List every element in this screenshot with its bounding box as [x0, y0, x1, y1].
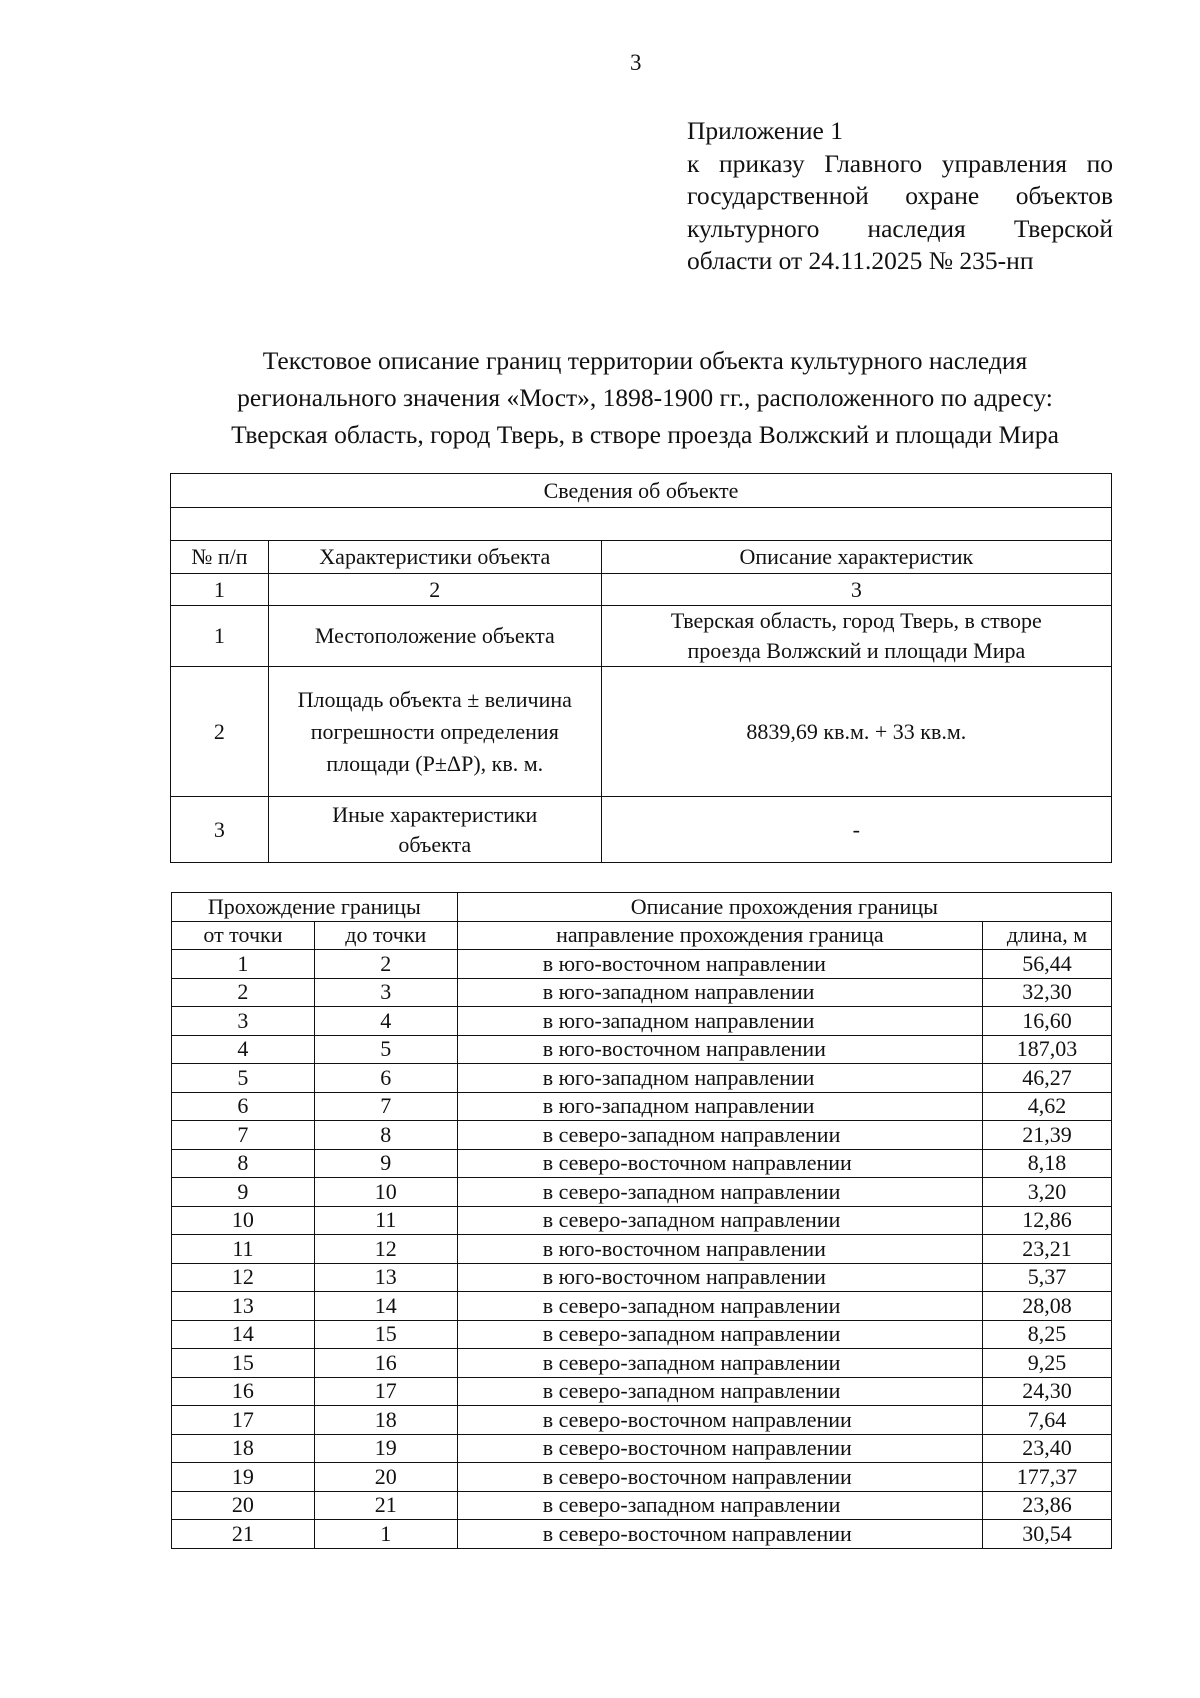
length: 21,39 — [983, 1121, 1112, 1150]
direction: в северо-восточном направлении — [457, 1149, 982, 1178]
length: 46,27 — [983, 1064, 1112, 1093]
table-row — [172, 978, 1112, 1007]
length: 16,60 — [983, 1007, 1112, 1036]
group-header: Описание прохождения границы — [457, 893, 1111, 922]
direction: в северо-западном направлении — [457, 1292, 982, 1321]
length: 28,08 — [983, 1292, 1112, 1321]
from-point: 14 — [172, 1320, 315, 1349]
direction: в юго-восточном направлении — [457, 1263, 982, 1292]
table-row — [171, 667, 1112, 797]
from-point: 12 — [172, 1263, 315, 1292]
length: 8,18 — [983, 1149, 1112, 1178]
to-point: 11 — [314, 1206, 457, 1235]
empty-row — [171, 508, 1112, 541]
from-point: 17 — [172, 1406, 315, 1435]
column-number: 2 — [268, 574, 601, 606]
row-number: 3 — [171, 797, 269, 863]
from-point: 11 — [172, 1235, 315, 1264]
direction: в северо-восточном направлении — [457, 1463, 982, 1492]
table-row — [172, 1092, 1112, 1121]
column-header: от точки — [172, 921, 315, 950]
to-point: 5 — [314, 1035, 457, 1064]
direction: в юго-западном направлении — [457, 1007, 982, 1036]
column-number: 3 — [601, 574, 1111, 606]
table-row — [172, 1235, 1112, 1264]
table-row — [172, 1064, 1112, 1093]
length: 23,86 — [983, 1491, 1112, 1520]
column-header: Описание характеристик — [601, 541, 1111, 574]
table-row — [172, 1035, 1112, 1064]
from-point: 19 — [172, 1463, 315, 1492]
from-point: 3 — [172, 1007, 315, 1036]
table-row — [172, 1349, 1112, 1378]
length: 24,30 — [983, 1377, 1112, 1406]
length: 12,86 — [983, 1206, 1112, 1235]
object-info-table — [170, 473, 1112, 863]
table-row — [171, 797, 1112, 863]
table-row — [172, 1406, 1112, 1435]
group-header: Прохождение границы — [172, 893, 458, 922]
to-point: 8 — [314, 1121, 457, 1150]
from-point: 1 — [172, 950, 315, 979]
length: 32,30 — [983, 978, 1112, 1007]
to-point: 4 — [314, 1007, 457, 1036]
to-point: 6 — [314, 1064, 457, 1093]
length: 187,03 — [983, 1035, 1112, 1064]
length: 8,25 — [983, 1320, 1112, 1349]
to-point: 16 — [314, 1349, 457, 1378]
to-point: 13 — [314, 1263, 457, 1292]
table-row — [172, 1434, 1112, 1463]
from-point: 4 — [172, 1035, 315, 1064]
page-number: 3 — [630, 50, 642, 75]
title-line: Тверская область, город Тверь, в створе проезда Волжский и площади Мира — [231, 420, 1059, 449]
to-point: 14 — [314, 1292, 457, 1321]
length: 30,54 — [983, 1520, 1112, 1549]
to-point: 10 — [314, 1178, 457, 1207]
to-point: 9 — [314, 1149, 457, 1178]
length: 23,40 — [983, 1434, 1112, 1463]
to-point: 19 — [314, 1434, 457, 1463]
length: 7,64 — [983, 1406, 1112, 1435]
length: 5,37 — [983, 1263, 1112, 1292]
direction: в северо-западном направлении — [457, 1320, 982, 1349]
to-point: 18 — [314, 1406, 457, 1435]
from-point: 10 — [172, 1206, 315, 1235]
to-point: 7 — [314, 1092, 457, 1121]
appendix-line: к приказу Главного управления по — [687, 148, 1113, 178]
from-point: 18 — [172, 1434, 315, 1463]
direction: в северо-западном направлении — [457, 1121, 982, 1150]
appendix-block — [687, 115, 1113, 278]
table-row — [172, 1007, 1112, 1036]
title-line: Текстовое описание границ территории объекта культурного наследия — [262, 346, 1028, 375]
from-point: 9 — [172, 1178, 315, 1207]
table-row — [172, 1263, 1112, 1292]
to-point: 15 — [314, 1320, 457, 1349]
direction: в северо-западном направлении — [457, 1377, 982, 1406]
appendix-line: Приложение 1 — [687, 116, 843, 145]
to-point: 2 — [314, 950, 457, 979]
to-point: 1 — [314, 1520, 457, 1549]
direction: в юго-западном направлении — [457, 978, 982, 1007]
column-number: 1 — [171, 574, 269, 606]
boundary-table — [171, 892, 1112, 1549]
column-header: № п/п — [171, 541, 269, 574]
direction: в северо-восточном направлении — [457, 1406, 982, 1435]
characteristic-value: - — [601, 797, 1111, 863]
appendix-line: государственной охране объектов — [687, 181, 1113, 210]
table-row — [172, 1520, 1112, 1549]
from-point: 5 — [172, 1064, 315, 1093]
length: 3,20 — [983, 1178, 1112, 1207]
length: 56,44 — [983, 950, 1112, 979]
table-row — [172, 1178, 1112, 1207]
from-point: 2 — [172, 978, 315, 1007]
from-point: 6 — [172, 1092, 315, 1121]
from-point: 13 — [172, 1292, 315, 1321]
characteristic-name: Площадь объекта ± величина погрешности определения площади (Р±ΔР), кв. м. — [268, 667, 601, 797]
table-row — [171, 606, 1112, 667]
to-point: 20 — [314, 1463, 457, 1492]
direction: в юго-восточном направлении — [457, 1035, 982, 1064]
to-point: 12 — [314, 1235, 457, 1264]
table-row — [172, 1377, 1112, 1406]
table-caption: Сведения об объекте — [171, 474, 1112, 508]
from-point: 8 — [172, 1149, 315, 1178]
characteristic-value: 8839,69 кв.м. + 33 кв.м. — [601, 667, 1111, 797]
from-point: 15 — [172, 1349, 315, 1378]
table-row — [172, 950, 1112, 979]
from-point: 20 — [172, 1491, 315, 1520]
document-title — [150, 342, 1140, 453]
from-point: 16 — [172, 1377, 315, 1406]
table-row — [172, 1491, 1112, 1520]
column-header: направление прохождения граница — [457, 921, 982, 950]
characteristic-value: Тверская область, город Тверь, в створе проезда Волжский и площади Мира — [601, 606, 1111, 667]
direction: в северо-восточном направлении — [457, 1520, 982, 1549]
direction: в северо-западном направлении — [457, 1349, 982, 1378]
row-number: 2 — [171, 667, 269, 797]
from-point: 7 — [172, 1121, 315, 1150]
direction: в юго-западном направлении — [457, 1064, 982, 1093]
to-point: 21 — [314, 1491, 457, 1520]
appendix-line: культурного наследия Тверской — [687, 213, 1113, 243]
direction: в северо-восточном направлении — [457, 1434, 982, 1463]
direction: в северо-западном направлении — [457, 1178, 982, 1207]
direction: в юго-восточном направлении — [457, 950, 982, 979]
direction: в северо-западном направлении — [457, 1206, 982, 1235]
to-point: 17 — [314, 1377, 457, 1406]
column-header: до точки — [314, 921, 457, 950]
appendix-line: области от 24.11.2025 № 235-нп — [687, 246, 1034, 275]
direction: в северо-западном направлении — [457, 1491, 982, 1520]
column-header: Характеристики объекта — [268, 541, 601, 574]
to-point: 3 — [314, 978, 457, 1007]
characteristic-name: Иные характеристики объекта — [268, 797, 601, 863]
table-row — [172, 1292, 1112, 1321]
title-line: регионального значения «Мост», 1898-1900 гг., расположенного по адресу: — [237, 383, 1053, 412]
table-row — [172, 1463, 1112, 1492]
direction: в юго-западном направлении — [457, 1092, 982, 1121]
direction: в юго-восточном направлении — [457, 1235, 982, 1264]
table-row — [172, 1121, 1112, 1150]
row-number: 1 — [171, 606, 269, 667]
length: 9,25 — [983, 1349, 1112, 1378]
length: 23,21 — [983, 1235, 1112, 1264]
length: 4,62 — [983, 1092, 1112, 1121]
table-row — [172, 1320, 1112, 1349]
table-row — [172, 1149, 1112, 1178]
table-row — [172, 1206, 1112, 1235]
characteristic-name: Местоположение объекта — [268, 606, 601, 667]
from-point: 21 — [172, 1520, 315, 1549]
length: 177,37 — [983, 1463, 1112, 1492]
column-header: длина, м — [983, 921, 1112, 950]
